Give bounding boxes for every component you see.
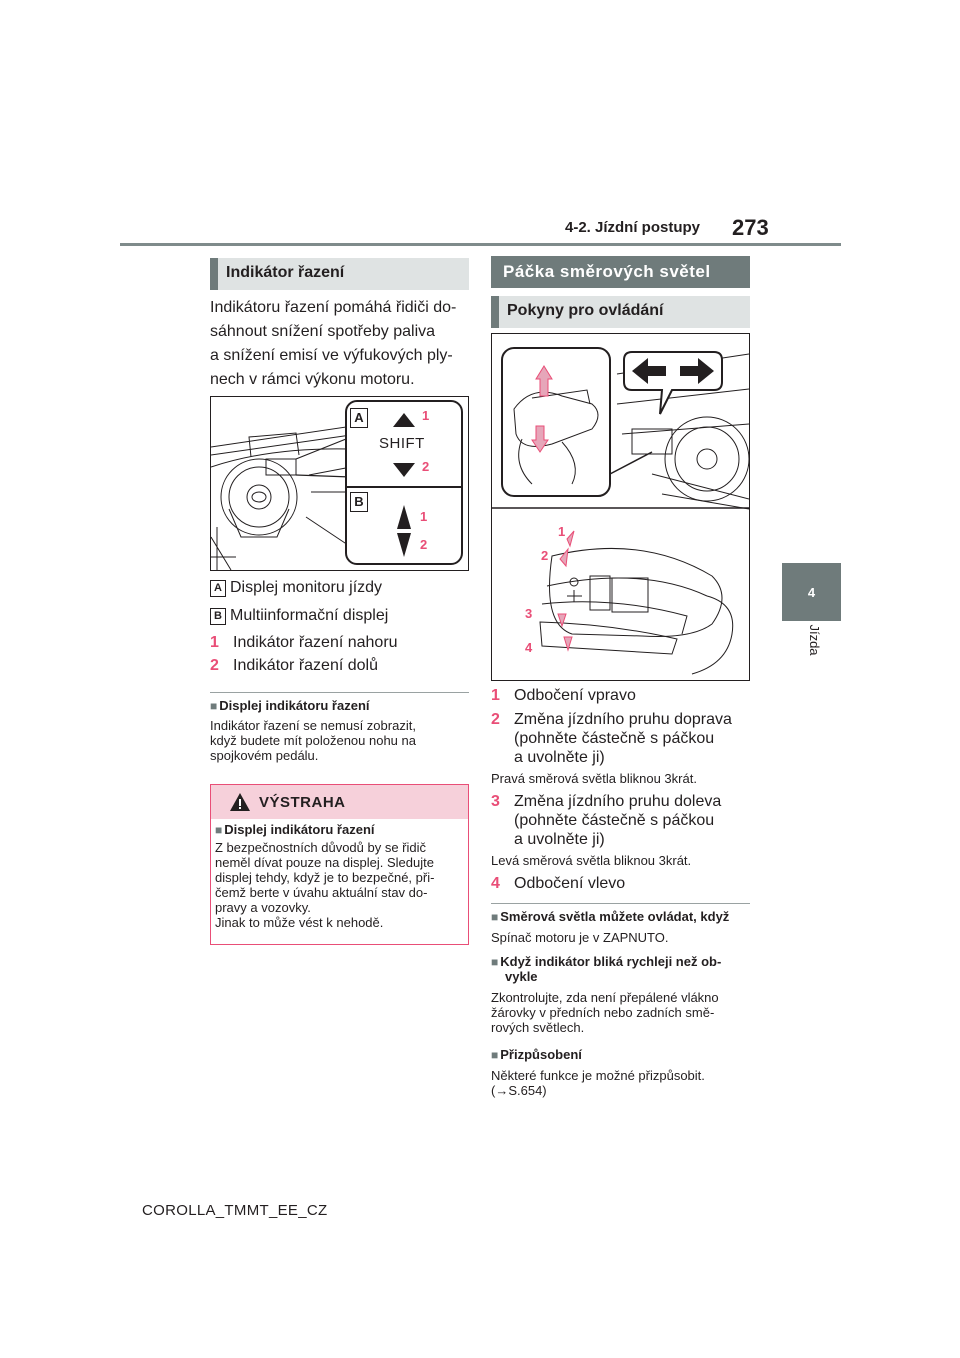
note-heading: ■ Směrová světla můžete ovládat, když <box>491 909 730 924</box>
shift-down-triangle-icon <box>393 463 415 477</box>
warning-subheading: ■ Displej indikátoru řazení <box>215 822 375 837</box>
note-line: spojkovém pedálu. <box>210 748 319 763</box>
shift-indicator-figure <box>210 396 469 571</box>
lever-num-2: 2 <box>541 548 549 563</box>
page-reference-link[interactable]: (→S.654) <box>491 1083 547 1098</box>
lever-num-3: 3 <box>525 606 533 621</box>
item3-note: Levá směrová světla bliknou 3krát. <box>491 853 692 868</box>
legend-text: Indikátor řazení nahoru <box>233 634 398 651</box>
note-line: žárovky v předních nebo zadních smě- <box>491 1005 715 1020</box>
callout-num-2b: 2 <box>420 537 428 552</box>
header-rule <box>120 243 841 246</box>
section-title: 4-2. Jízdní postupy <box>564 219 700 236</box>
right-note-rule <box>491 903 750 904</box>
warning-header <box>211 785 468 819</box>
turn-signal-figure <box>491 333 750 681</box>
page-number: 273 <box>732 215 769 240</box>
turn-lever-illustration <box>492 334 749 680</box>
note-line: když budete mít položenou nohu na <box>210 733 416 748</box>
note-line: Indikátor řazení se nemusí zobrazit, <box>210 718 416 733</box>
warning-line: pravy a vozovky. <box>215 900 311 915</box>
item-text: a uvolněte ji) <box>514 831 605 848</box>
callout-num-1b: 1 <box>420 509 428 524</box>
note-line: Zkontrolujte, zda není přepálené vlákno <box>491 990 719 1005</box>
legend-mark-b: B <box>210 608 226 625</box>
turn-signal-heading: Páčka směrových světel <box>491 256 750 288</box>
label-b: B <box>350 492 368 512</box>
warning-line: Z bezpečnostních důvodů by se řidič <box>215 840 427 855</box>
intro-line: nech v rámci výkonu motoru. <box>210 371 415 388</box>
shift-up-triangle-icon <box>393 413 415 427</box>
warning-line: displej tehdy, když je to bezpečné, při- <box>215 870 435 885</box>
turn-item-3 <box>491 792 721 812</box>
legend-text: Indikátor řazení dolů <box>233 657 378 674</box>
legend-item-b <box>210 606 388 626</box>
intro-line: Indikátoru řazení pomáhá řidiči do- <box>210 299 457 316</box>
item-text: a uvolněte ji) <box>514 749 605 766</box>
chapter-tab[interactable]: 4 <box>782 563 841 621</box>
note-line: Spínač motoru je v ZAPNUTO. <box>491 930 669 945</box>
item-num: 2 <box>491 711 500 728</box>
legend-text: Multiinformační displej <box>230 607 389 624</box>
intro-line: a snížení emisí ve výfukových ply- <box>210 347 453 364</box>
legend-item-1 <box>210 633 398 653</box>
chapter-label: Jízda <box>807 624 822 656</box>
note-heading: ■ Displej indikátoru řazení <box>210 698 370 713</box>
item-text: Odbočení vpravo <box>514 687 636 704</box>
warning-line: čemž berte v úvahu aktuální stav do- <box>215 885 428 900</box>
callout-num-1a: 1 <box>422 408 430 423</box>
warning-line: Jinak to může vést k nehodě. <box>215 915 384 930</box>
item-text: (pohněte částečně s páčkou <box>514 730 715 747</box>
legend-mark-a: A <box>210 580 226 597</box>
turn-item-1 <box>491 686 636 706</box>
shift-indicator-heading: Indikátor řazení <box>210 258 469 290</box>
note-heading: vykle <box>505 969 538 984</box>
callout-num-2a: 2 <box>422 459 430 474</box>
warning-line: neměl dívat pouze na displej. Sledujte <box>215 855 434 870</box>
shift-down-arrow-icon <box>397 533 411 557</box>
note-line: Některé funkce je možné přizpůsobit. <box>491 1068 705 1083</box>
warning-title: VÝSTRAHA <box>259 794 346 811</box>
operating-instructions-heading: Pokyny pro ovládání <box>491 296 750 328</box>
note-heading: ■ Když indikátor bliká rychleji než ob- <box>491 954 722 969</box>
shift-text: SHIFT <box>379 435 425 452</box>
item-text: Změna jízdního pruhu doprava <box>514 711 732 728</box>
turn-item-4 <box>491 874 625 894</box>
label-a: A <box>350 408 368 428</box>
item2-note: Pravá směrová světla bliknou 3krát. <box>491 771 697 786</box>
warning-triangle-icon <box>229 792 251 812</box>
legend-num: 1 <box>210 634 219 651</box>
legend-text: Displej monitoru jízdy <box>230 579 383 596</box>
legend-item-a <box>210 578 382 598</box>
turn-item-2 <box>491 710 732 730</box>
document-code: COROLLA_TMMT_EE_CZ <box>142 1202 328 1219</box>
legend-item-2 <box>210 656 378 676</box>
item-num: 3 <box>491 793 500 810</box>
lever-num-1: 1 <box>558 524 566 539</box>
legend-num: 2 <box>210 657 219 674</box>
item-num: 1 <box>491 687 500 704</box>
lever-num-4: 4 <box>525 640 533 655</box>
item-text: Odbočení vlevo <box>514 875 626 892</box>
item-text: (pohněte částečně s páčkou <box>514 812 715 829</box>
warning-box <box>210 784 469 945</box>
item-text: Změna jízdního pruhu doleva <box>514 793 722 810</box>
item-num: 4 <box>491 875 500 892</box>
note-heading: ■ Přizpůsobení <box>491 1047 582 1062</box>
intro-line: sáhnout snížení spotřeby paliva <box>210 323 436 340</box>
left-note-rule <box>210 692 469 693</box>
shift-up-arrow-icon <box>397 505 411 529</box>
note-line: rových světlech. <box>491 1020 585 1035</box>
